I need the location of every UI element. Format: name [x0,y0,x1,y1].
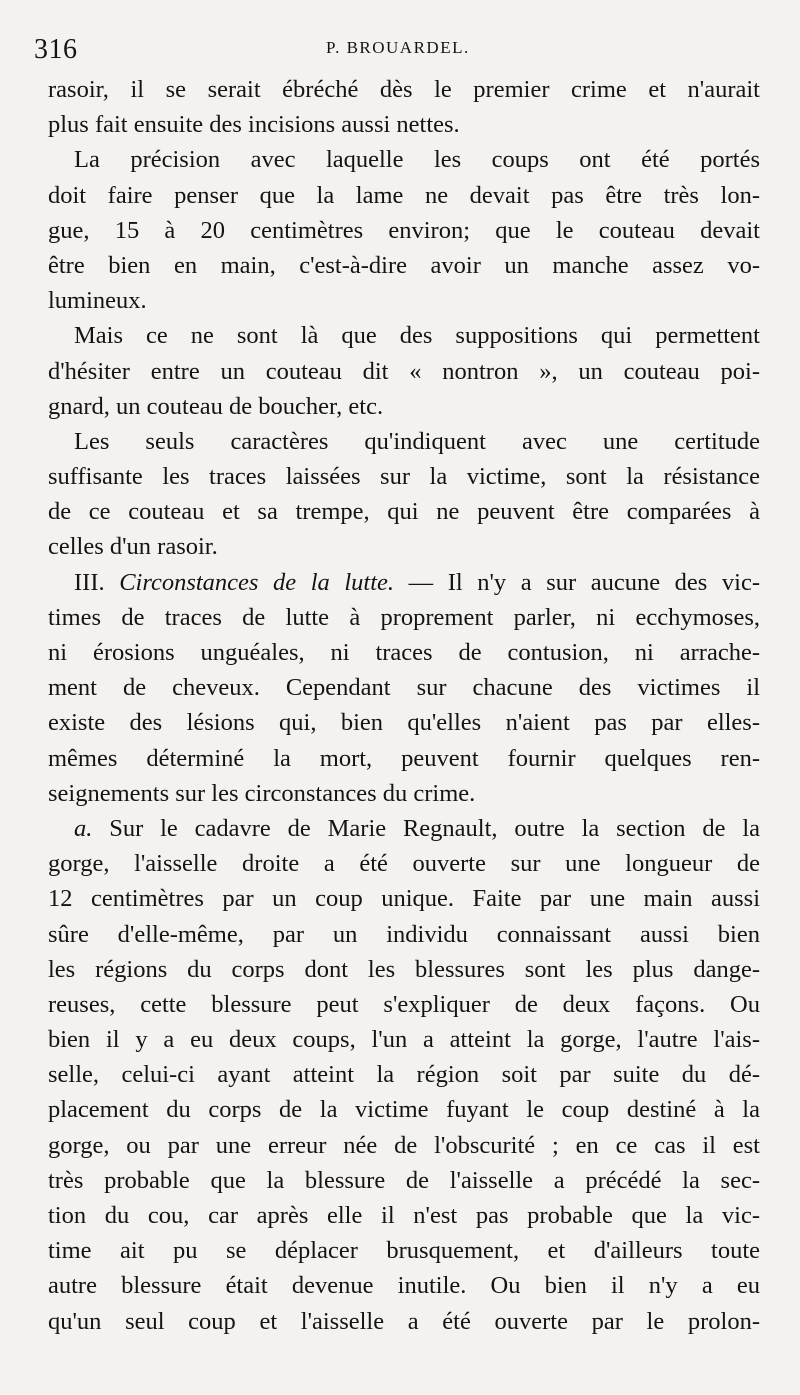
text-line: gorge, l'aisselle droite a été ouverte sur une longueur de [48,850,760,878]
text-line: Les seuls caractères qu'indiquent avec une certitude [74,427,760,455]
subsection-lead: Sur le cadavre de Marie Regnault, outre la section de la [109,814,760,842]
text-line: existe des lésions qui, bien qu'elles n'aient pas par elles- [48,709,760,737]
text-line: très probable que la blessure de l'aisselle a précédé la sec- [48,1166,760,1194]
text-line: reuses, cette blessure peut s'expliquer de deux façons. Ou [48,990,760,1018]
text-line: les régions du corps dont les blessures sont les plus dange- [48,955,760,983]
text-line: de ce couteau et sa trempe, qui ne peuvent être comparées à [48,498,760,526]
text-line-section-heading [48,565,760,600]
text-line: gorge, ou par une erreur née de l'obscurité ; en ce cas il est [48,1131,760,1159]
page-number: 316 [34,34,78,65]
text-line: être bien en main, c'est-à-dire avoir un manche assez vo- [48,251,760,279]
text-line-subsection [48,811,760,846]
section-number: III. [74,568,105,596]
text-line: tion du cou, car après elle il n'est pas probable que la vic- [48,1202,760,1229]
text-line: suffisante les traces laissées sur la victime, sont la résistance [48,463,760,491]
text-line: sûre d'elle-même, par un individu connaissant aussi bien [48,920,760,948]
text-line: placement du corps de la victime fuyant le coup destiné à la [48,1096,760,1124]
text-line: autre blessure était devenue inutile. Ou bien il n'y a eu [48,1272,760,1300]
text-line: La précision avec laquelle les coups ont été portés [74,146,760,174]
text-line: seignements sur les circonstances du crime. [48,779,476,807]
text-line: qu'un seul coup et l'aisselle a été ouverte par le prolon- [48,1307,760,1335]
text-line: ni érosions unguéales, ni traces de contusion, ni arrache- [48,639,760,666]
text-line: time ait pu se déplacer brusquement, et d'ailleurs toute [48,1237,760,1265]
section-title: Circonstances de la lutte. [119,568,395,596]
running-head: P. BROUARDEL. [326,38,470,57]
text-line: rasoir, il se serait ébréché dès le premier crime et n'aurait [48,76,760,103]
subsection-marker: a. [74,814,93,842]
text-line: selle, celui-ci ayant atteint la région soit par suite du dé- [48,1061,760,1089]
page-header [34,34,764,74]
text-line: bien il y a eu deux coups, l'un a atteint la gorge, l'autre l'ais- [48,1026,760,1054]
section-lead: — Il n'y a sur aucune des vic- [408,568,760,596]
text-line: mêmes déterminé la mort, peuvent fournir quelques ren- [48,744,760,772]
text-line: gue, 15 à 20 centimètres environ; que le couteau devait [48,216,760,244]
text-line: plus fait ensuite des incisions aussi nettes. [48,111,460,139]
text-line: d'hésiter entre un couteau dit « nontron », un couteau poi- [48,357,760,385]
text-line: Mais ce ne sont là que des suppositions qui permettent [74,322,760,350]
text-line: gnard, un couteau de boucher, etc. [48,392,384,420]
text-line: lumineux. [48,287,147,315]
text-line: doit faire penser que la lame ne devait pas être très lon- [48,181,760,209]
text-line: times de traces de lutte à proprement parler, ni ecchymoses, [48,603,760,631]
text-line: ment de cheveux. Cependant sur chacune des victimes il [48,674,760,702]
text-line: 12 centimètres par un coup unique. Faite par une main aussi [48,885,760,913]
text-line: celles d'un rasoir. [48,533,218,561]
body-text [48,72,760,1339]
